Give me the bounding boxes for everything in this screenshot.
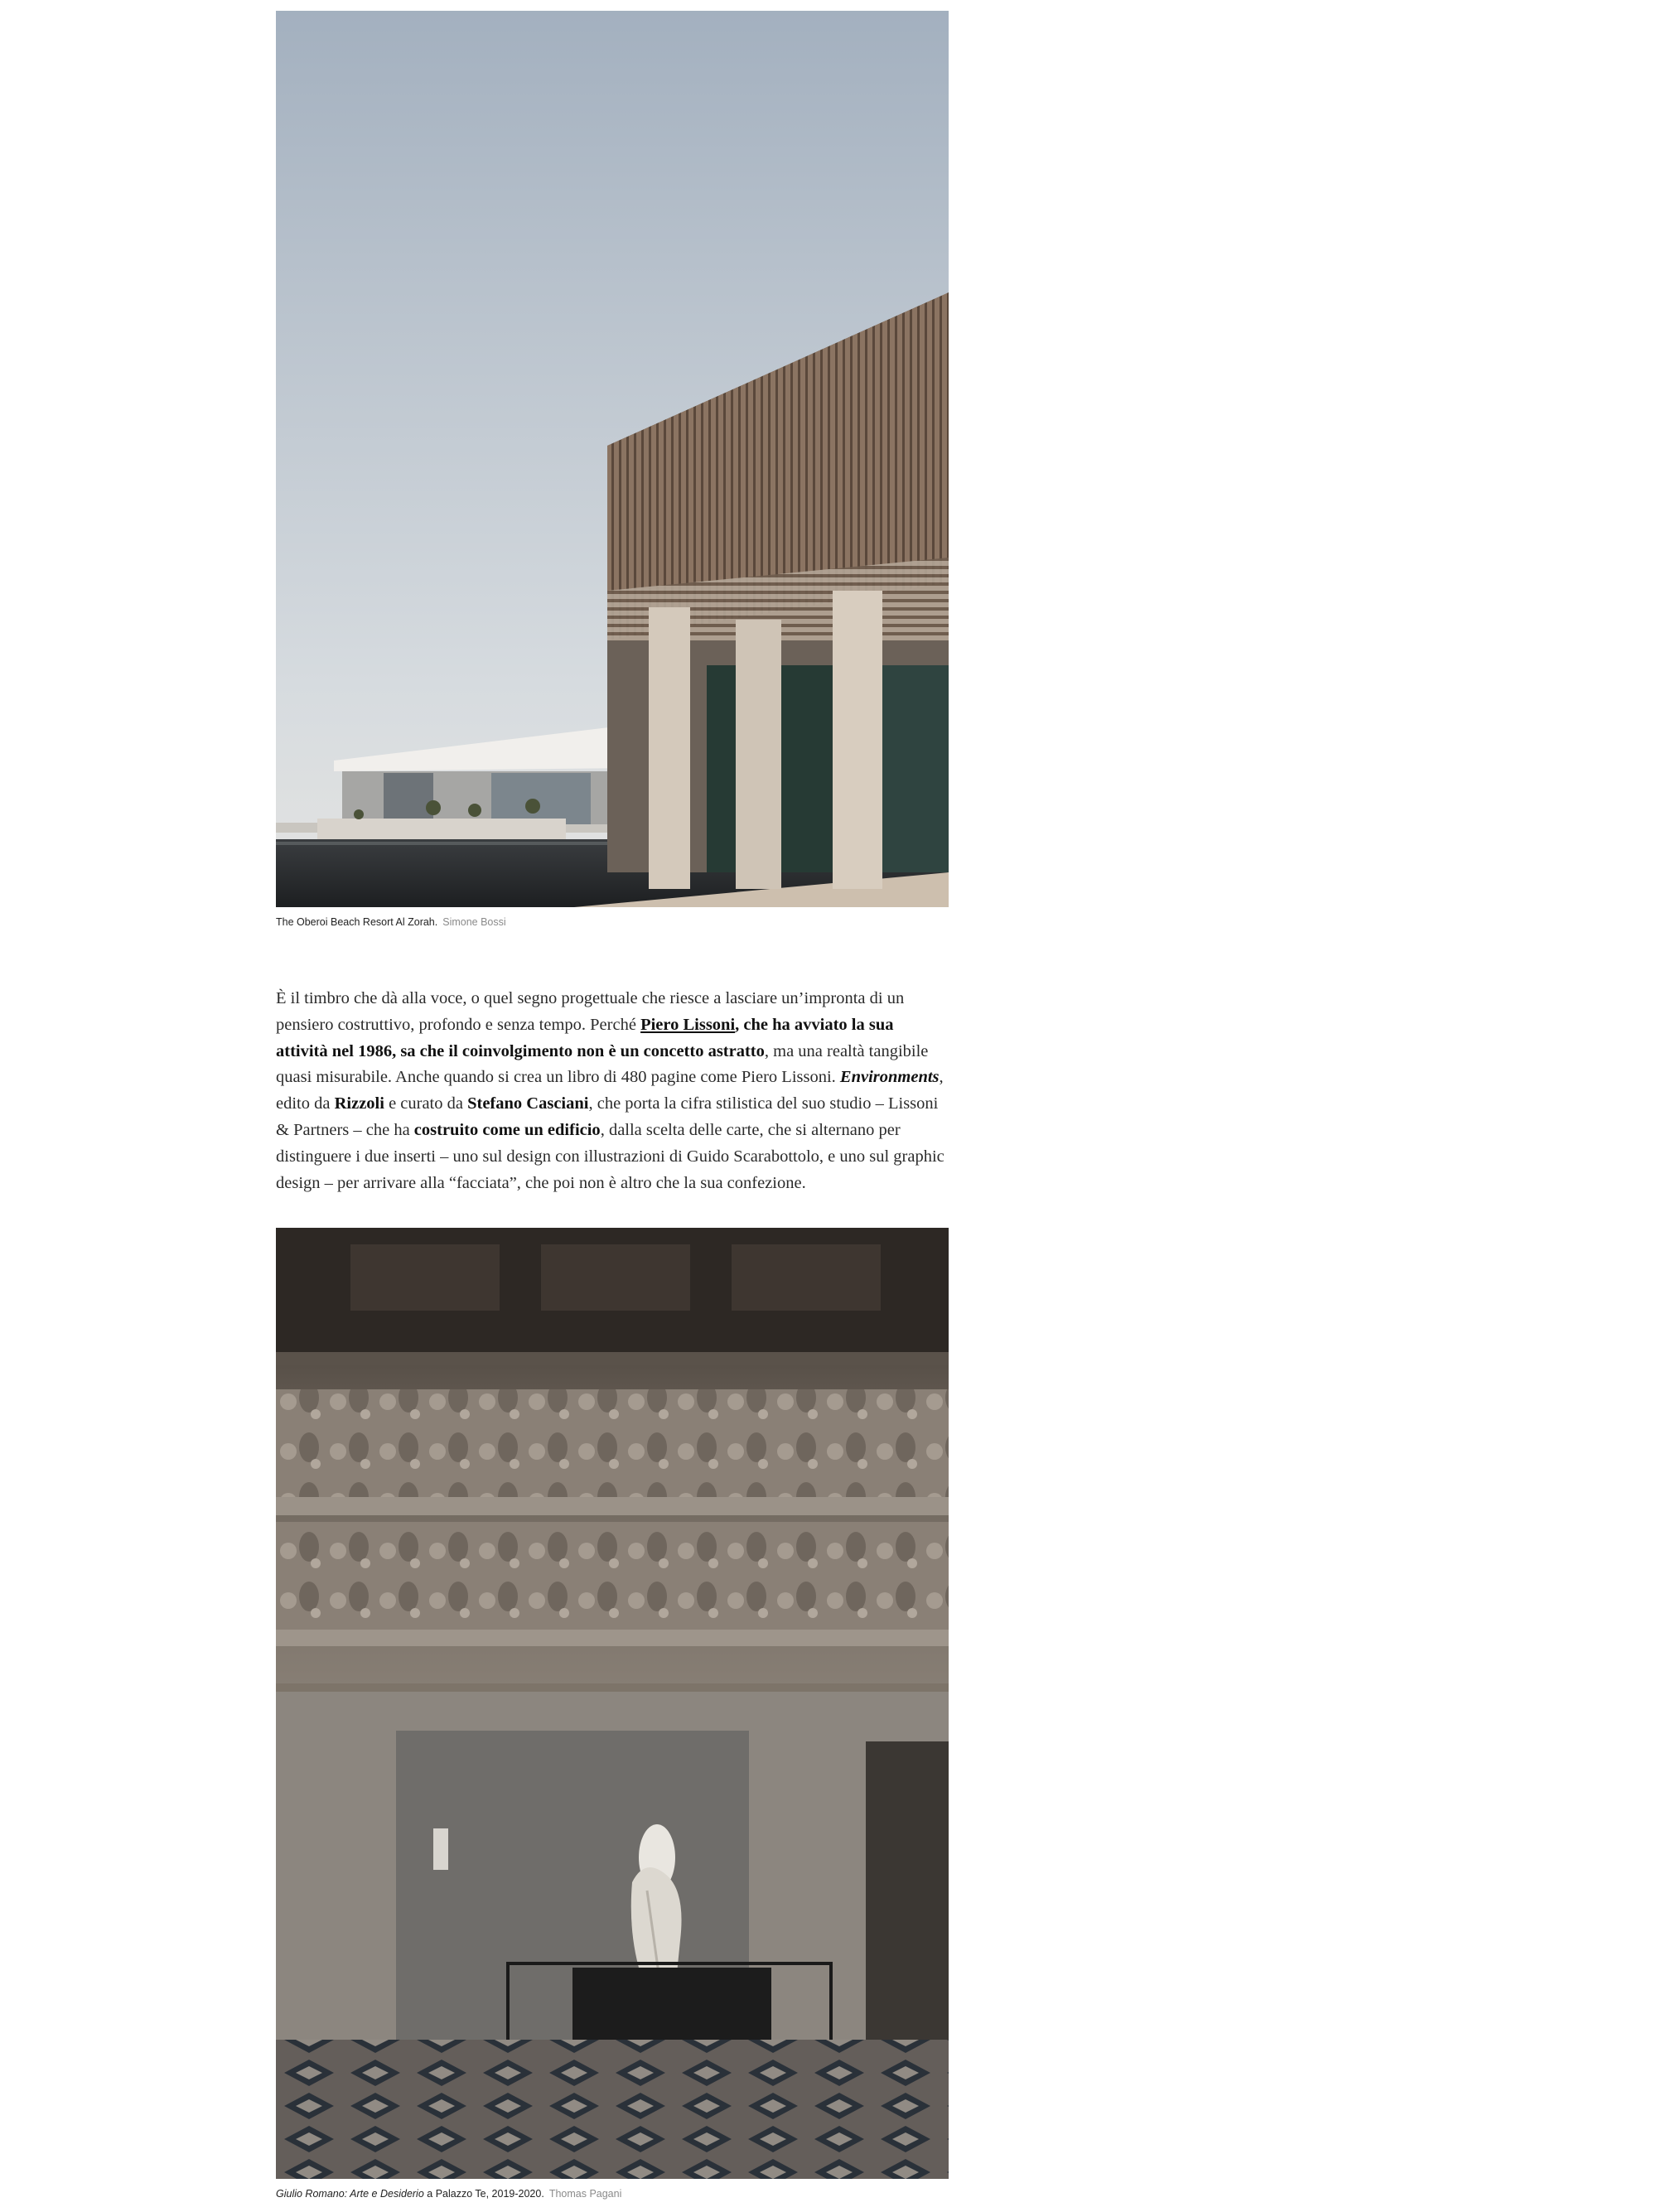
oberoi-resort-photo [276, 11, 949, 907]
publisher-name: Rizzoli [334, 1094, 384, 1113]
paragraph-bold: , che ha avviato la sua attività nel 1986, sa che il coinvolgimento non è un concetto astratto [276, 1015, 894, 1060]
figure-caption [276, 915, 949, 929]
paragraph-text: , dalla scelta delle carte, che si alternano per distinguere i due inserti – uno sul design con illustrazioni di Guido Scarabottolo, e uno sul graphic design – per arrivare alla “facciata”, che poi non è altro che la sua confezione. [276, 1120, 944, 1192]
caption-title: a Palazzo Te, 2019-2020. [423, 2188, 544, 2200]
architecture-photo-icon [276, 11, 949, 907]
paragraph-text: , ma una realtà tangibile quasi misurabile. Anche quando si crea un libro di 480 pagine come Piero Lissoni. [276, 1041, 929, 1087]
caption-credit: Thomas Pagani [548, 2188, 622, 2200]
piero-lissoni-link[interactable]: Piero Lissoni [640, 1015, 736, 1034]
palazzo-te-photo [276, 1228, 949, 2179]
article [276, 11, 949, 2200]
figure-oberoi [276, 11, 949, 929]
figure-palazzo-te [276, 1228, 949, 2200]
caption-title: The Oberoi Beach Resort Al Zorah. [276, 916, 438, 928]
editor-name: Stefano Casciani [467, 1094, 589, 1113]
caption-credit: Simone Bossi [442, 916, 506, 928]
paragraph-text: , che porta la cifra stilistica del suo studio – Lissoni & Partners – che ha [276, 1094, 939, 1139]
article-paragraph [276, 986, 949, 1196]
paragraph-text: , edito da [276, 1068, 944, 1113]
paragraph-bold: costruito come un edificio [413, 1120, 601, 1139]
paragraph-text: e curato da [384, 1094, 468, 1113]
caption-title-italic: Giulio Romano: Arte e Desiderio [276, 2188, 424, 2200]
figure-caption [276, 2187, 949, 2200]
book-title: Environments [839, 1068, 940, 1087]
paragraph-text: È il timbro che dà alla voce, o quel segno progettuale che riesce a lasciare un’impronta di un pensiero costruttivo, profondo e senza tempo. Perché [276, 989, 905, 1034]
museum-photo-icon [276, 1228, 949, 2179]
